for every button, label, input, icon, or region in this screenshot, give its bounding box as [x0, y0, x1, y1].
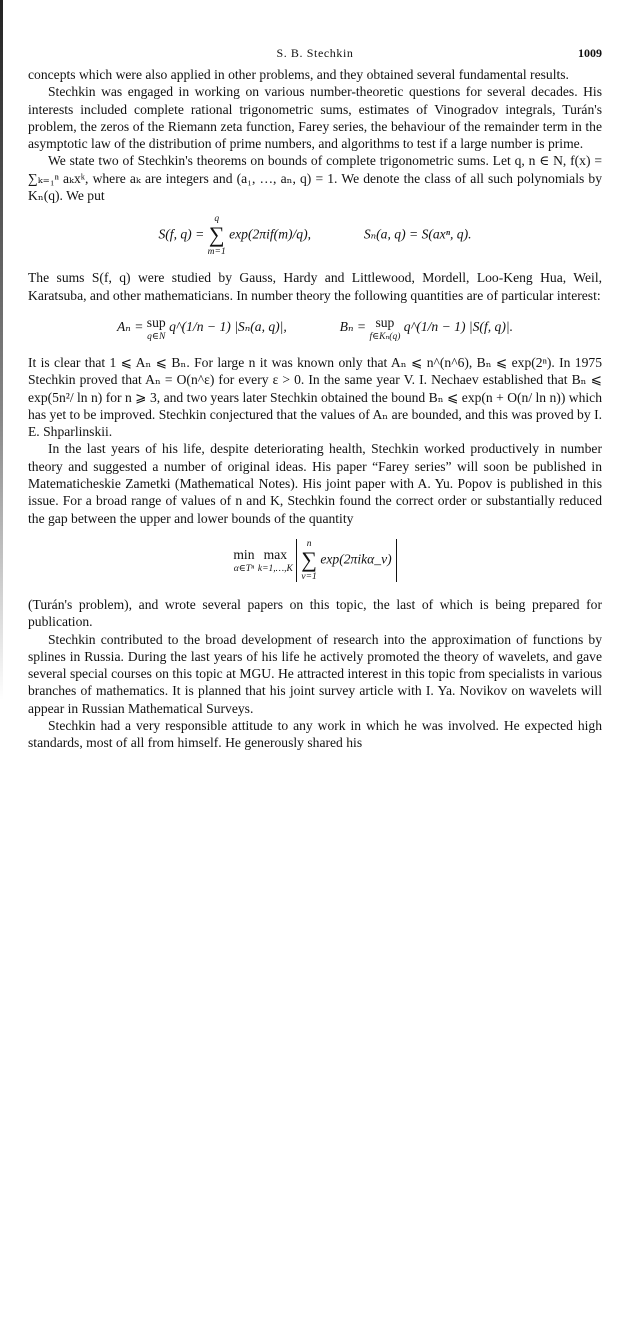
eq3-sum-upper: n	[306, 538, 312, 549]
page	[28, 40, 602, 758]
eq1-left: S(f, q) =	[158, 227, 205, 242]
equation-An-Bn	[28, 314, 602, 342]
eq3-max-op: max	[263, 547, 288, 563]
paragraph-3: We state two of Stechkin's theorems on bounds of complete trigonometric sums. Let q, n ∈ N, f(x) = ∑ₖ₌₁ⁿ aₖxᵏ, where aₖ are integers and (a₁, …, aₙ, q) = 1. We denote the class of all such polynomials by Kₙ(q). We put	[28, 153, 602, 204]
equation-trig-sum	[28, 214, 602, 257]
paragraph-1: concepts which were also applied in other problems, and they obtained several fundamental results.	[28, 67, 569, 82]
eq2-B-op: sup	[375, 314, 395, 330]
paragraph-2: Stechkin was engaged in working on various number-theoretic questions for several decades. His interests included complete rational trigonometric sums, estimates of Vinogradov integrals, Turán's problem, the zeros of the Riemann zeta function, Farey series, the behaviour of the remainder term in the asymptotic law of the distribution of prime numbers, and algorithms to test if a large number is prime.	[28, 84, 602, 152]
eq2-A-body: q^(1/n − 1) |Sₙ(a, q)|,	[169, 319, 287, 335]
summation-symbol: ∑	[208, 222, 225, 248]
paragraph-7: (Turán's problem), and wrote several papers on this topic, the last of which is being prepared for publication.	[28, 596, 602, 630]
eq1-sum	[208, 214, 226, 257]
eq1-right: Sₙ(a, q) = S(axⁿ, q).	[363, 227, 472, 242]
eq1-sum-upper: q	[214, 214, 220, 225]
eq2-B-body: q^(1/n − 1) |S(f, q)|.	[403, 319, 513, 335]
eq2-B-sub: f∈Kₙ(q)	[369, 331, 401, 342]
eq3-abs	[296, 539, 396, 582]
eq3-min-sub: α∈Tⁿ	[233, 564, 255, 575]
eq3-body: exp(2πikα_ν)	[320, 551, 392, 567]
eq2-A-sup	[147, 314, 166, 342]
eq3-sum-lower: ν=1	[301, 571, 317, 582]
eq3-min-op: min	[233, 547, 255, 563]
equation-turan	[28, 539, 602, 582]
paragraph-9: Stechkin had a very responsible attitude to any work in which he was involved. He expected high standards, most of all from himself. He generously shared his	[28, 718, 602, 751]
eq3-max-sub: k=1,…,K	[257, 564, 293, 575]
eq1-sum-lower: m=1	[207, 247, 226, 258]
eq1-body: exp(2πif(m)/q),	[229, 227, 312, 242]
eq2-A-op: sup	[146, 314, 166, 330]
eq2-A-left: Aₙ =	[116, 319, 144, 335]
eq3-sum	[301, 539, 317, 582]
summation-symbol: ∑	[301, 546, 317, 572]
paragraph-6: In the last years of his life, despite deteriorating health, Stechkin worked productively in number theory and suggested a number of original ideas. His paper “Farey series” will soon be published in Matematicheskie Zametki (Mathematical Notes). His joint paper with A. Yu. Popov is published in this issue. For a broad range of values of n and K, Stechkin found the correct order or substantially reduced the gap between the upper and lower bounds of the quantity	[28, 441, 602, 526]
paragraph-4: The sums S(f, q) were studied by Gauss, Hardy and Littlewood, Mordell, Loo-Keng Hua, Weil, Karatsuba, and other mathematicians. In number theory the following quantities are of particular interest:	[28, 270, 602, 303]
scan-edge	[0, 0, 3, 700]
eq3-min	[233, 546, 254, 574]
running-head-author: S. B. Stechkin	[276, 46, 354, 60]
eq3-max	[258, 546, 293, 574]
eq2-B-sup	[369, 314, 400, 342]
page-number: 1009	[578, 46, 602, 60]
eq2-B-left: Bₙ =	[339, 319, 367, 335]
running-header	[28, 40, 602, 66]
paragraph-8: Stechkin contributed to the broad development of research into the approximation of functions by splines in Russia. During the last years of his life he actively promoted the theory of wavelets, and gave several special courses on this topic at MGU. He attracted interest in this topic from specialists in various branches of mathematics. It is planned that his joint survey article with I. Ya. Novikov on wavelets will appear in Russian Mathematical Surveys.	[28, 631, 602, 716]
eq2-A-sub: q∈N	[147, 331, 166, 342]
paragraph-5: It is clear that 1 ⩽ Aₙ ⩽ Bₙ. For large n it was known only that Aₙ ⩽ n^(n^6), Bₙ ⩽ exp(2ⁿ). In 1975 Stechkin proved that Aₙ = O(n^ε) for every ε > 0. In the same year V. I. Nechaev established that Bₙ ⩽ exp(5n²/ ln n) for n ⩾ 3, and two years later Stechkin obtained the bound Bₙ ⩽ exp(n + O(n/ ln n)) which has yet to be improved. Stechkin conjectured that the values of Aₙ are bounded, and this was proved by I. E. Shparlinskii.	[28, 354, 602, 440]
